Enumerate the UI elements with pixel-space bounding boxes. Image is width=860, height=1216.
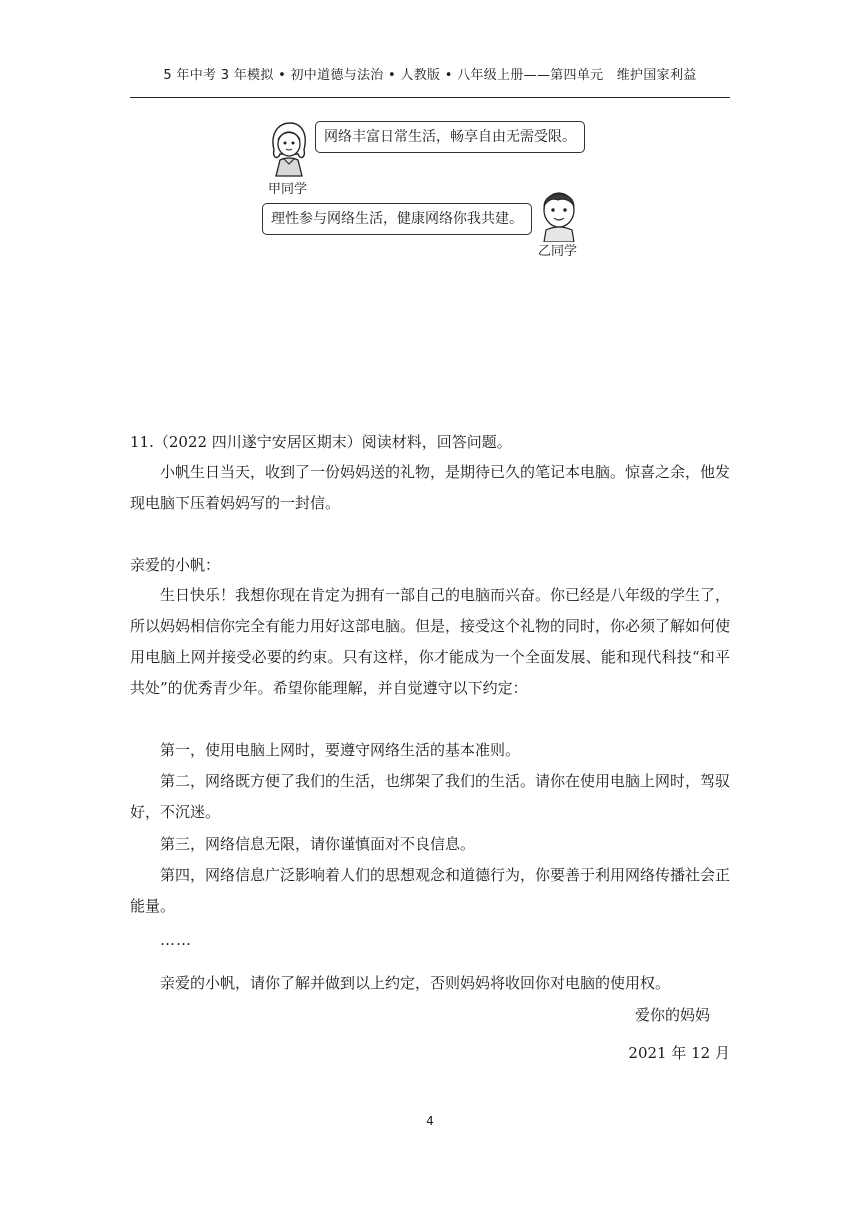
letter-rule-4: 第四，网络信息广泛影响着人们的思想观念和道德行为，你要善于利用网络传播社会正能量。 <box>130 866 731 915</box>
girl-avatar-icon <box>268 120 310 182</box>
question-intro: 小帆生日当天，收到了一份妈妈送的礼物，是期待已久的笔记本电脑。惊喜之余，他发现电脑下压着妈妈写的一封信。 <box>130 463 731 512</box>
student-b-label: 乙同学 <box>538 244 578 259</box>
question-title: 11.（2022 四川遂宁安居区期末）阅读材料，回答问题。 <box>130 433 512 451</box>
letter-rule-3: 第三，网络信息无限，请你谨慎面对不良信息。 <box>160 835 476 853</box>
letter-salutation: 亲爱的小帆： <box>130 556 221 574</box>
page-number: 4 <box>426 1114 434 1128</box>
student-a-label: 甲同学 <box>268 182 308 197</box>
speech-bubble-b: 理性参与网络生活，健康网络你我共建。 <box>262 203 532 235</box>
running-header: 5 年中考 3 年模拟 • 初中道德与法治 • 人教版 • 八年级上册——第四单元 维护国家利益 <box>163 68 697 83</box>
letter-rule-2: 第二，网络既方便了我们的生活，也绑架了我们的生活。请你在使用电脑上网时，驾驭好，不沉迷。 <box>130 772 731 821</box>
letter-body: 生日快乐！我想你现在肯定为拥有一部自己的电脑而兴奋。你已经是八年级的学生了，所以妈妈相信你完全有能力用好这部电脑。但是，接受这个礼物的同时，你必须了解如何使用电脑上网并接受必要的约束。只有这样，你才能成为一个全面发展、能和现代科技“和平共处”的优秀青少年。希望你能理解，并自觉遵守以下约定： <box>130 586 731 697</box>
letter-date: 2021 年 12 月 <box>628 1044 730 1062</box>
letter-rule-1: 第一，使用电脑上网时，要遵守网络生活的基本准则。 <box>160 741 521 759</box>
header-divider <box>130 97 730 98</box>
letter-closing: 亲爱的小帆，请你了解并做到以上约定，否则妈妈将收回你对电脑的使用权。 <box>160 974 671 992</box>
letter-ellipsis: …… <box>160 931 192 949</box>
speech-bubble-a: 网络丰富日常生活，畅享自由无需受限。 <box>315 121 585 153</box>
letter-signature: 爱你的妈妈 <box>634 1006 710 1024</box>
boy-avatar-icon <box>536 188 582 246</box>
